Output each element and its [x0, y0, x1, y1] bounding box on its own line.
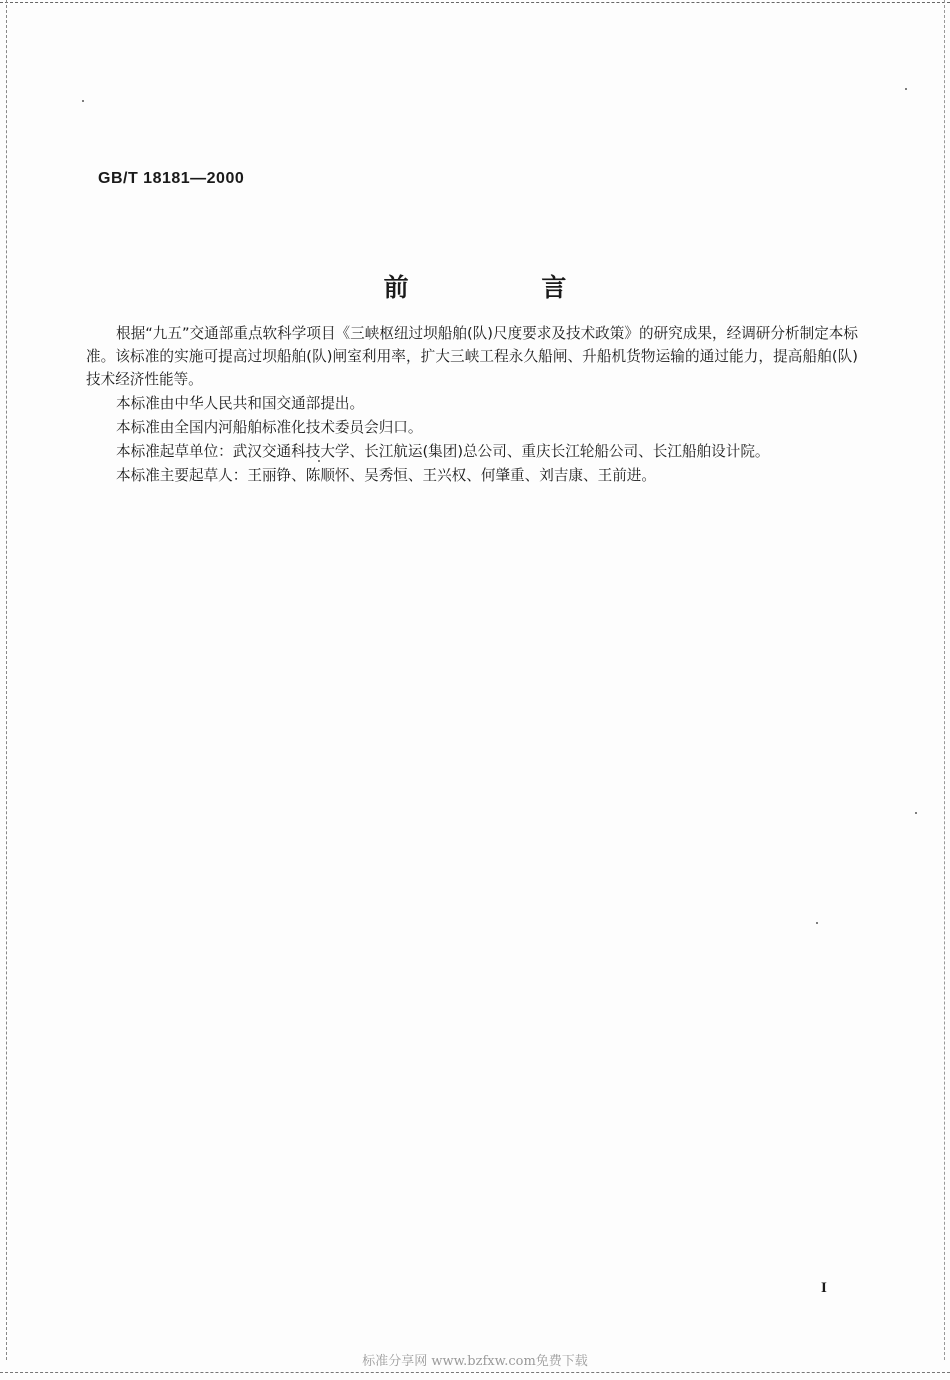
paragraph-purpose: 根据“九五”交通部重点软科学项目《三峡枢纽过坝船舶(队)尺度要求及技术政策》的研究成果，经调研分析制定本标准。该标准的实施可提高过坝船舶(队)闸室利用率，扩大三峡工程永久船闸、升船机货物运输的通过能力，提高船舶(队)技术经济性能等。 [86, 325, 858, 388]
standard-code: GB/T 18181—2000 [98, 170, 245, 187]
scan-speck [905, 88, 907, 90]
scan-edge-top [0, 2, 950, 3]
scan-edge-left [6, 0, 7, 1360]
paragraph-drafters: 本标准主要起草人：王丽铮、陈顺怀、吴秀恒、王兴权、何肇重、刘吉康、王前进。 [116, 467, 656, 484]
section-title: 前 言 [383, 273, 629, 302]
page-number: I [821, 1280, 827, 1296]
scan-speck [816, 922, 818, 924]
scan-edge-bottom [0, 1372, 950, 1373]
scan-speck [915, 812, 917, 814]
paragraph-proposer: 本标准由中华人民共和国交通部提出。 [116, 395, 365, 412]
paragraph-drafting-units: 本标准起草单位：武汉交通科技大学、长江航运(集团)总公司、重庆长江轮船公司、长江船舶设计院。 [116, 443, 770, 460]
watermark-text: 标准分享网 www.bzfxw.com免费下载 [362, 1354, 588, 1369]
foreword-body [86, 322, 858, 488]
scan-speck [82, 100, 84, 102]
paragraph-committee: 本标准由全国内河船舶标准化技术委员会归口。 [116, 419, 423, 436]
scan-edge-right [944, 0, 945, 1360]
